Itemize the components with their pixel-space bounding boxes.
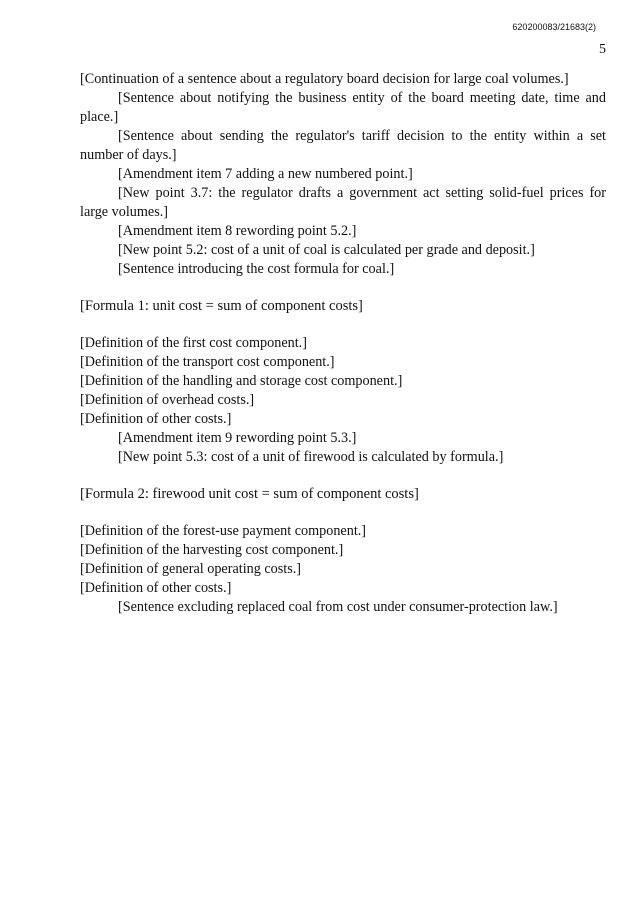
formula-coal: [Formula 1: unit cost = sum of component costs] bbox=[80, 298, 363, 314]
paragraph: [Sentence about notifying the business entity of the board meeting date, time and place.] bbox=[80, 90, 606, 125]
paragraph: [Amendment item 7 adding a new numbered point.] bbox=[118, 166, 413, 182]
formula-term: [Definition of the transport cost component.] bbox=[80, 354, 335, 370]
paragraph: [Sentence about sending the regulator's tariff decision to the entity within a set number of days.] bbox=[80, 128, 606, 163]
formula-term: [Definition of the forest-use payment component.] bbox=[80, 523, 367, 539]
formula-term: [Definition of other costs.] bbox=[80, 411, 232, 427]
paragraph: [New point 5.2: cost of a unit of coal is calculated per grade and deposit.] bbox=[118, 242, 535, 258]
paragraph: [Amendment item 8 rewording point 5.2.] bbox=[118, 223, 357, 239]
formula-term: [Definition of the harvesting cost component.] bbox=[80, 542, 344, 558]
formula-term: [Definition of general operating costs.] bbox=[80, 561, 302, 577]
formula-firewood: [Formula 2: firewood unit cost = sum of component costs] bbox=[80, 486, 419, 502]
paragraph: [Continuation of a sentence about a regulatory board decision for large coal volumes.] bbox=[80, 71, 569, 87]
paragraph: [Sentence excluding replaced coal from cost under consumer-protection law.] bbox=[118, 599, 558, 615]
formula-term: [Definition of other costs.] bbox=[80, 580, 232, 596]
formula-term: [Definition of the handling and storage cost component.] bbox=[80, 373, 403, 389]
formula-term: [Definition of overhead costs.] bbox=[80, 392, 255, 408]
formula-term: [Definition of the first cost component.] bbox=[80, 335, 307, 351]
paragraph: [Sentence introducing the cost formula for coal.] bbox=[118, 261, 395, 277]
page-number: 5 bbox=[599, 42, 606, 57]
paragraph: [New point 5.3: cost of a unit of firewood is calculated by formula.] bbox=[118, 449, 504, 465]
paragraph: [Amendment item 9 rewording point 5.3.] bbox=[118, 430, 357, 446]
document-number: 620200083/21683(2) bbox=[512, 22, 596, 32]
page-body bbox=[80, 70, 606, 617]
paragraph: [New point 3.7: the regulator drafts a government act setting solid-fuel prices for large volumes.] bbox=[80, 185, 606, 220]
